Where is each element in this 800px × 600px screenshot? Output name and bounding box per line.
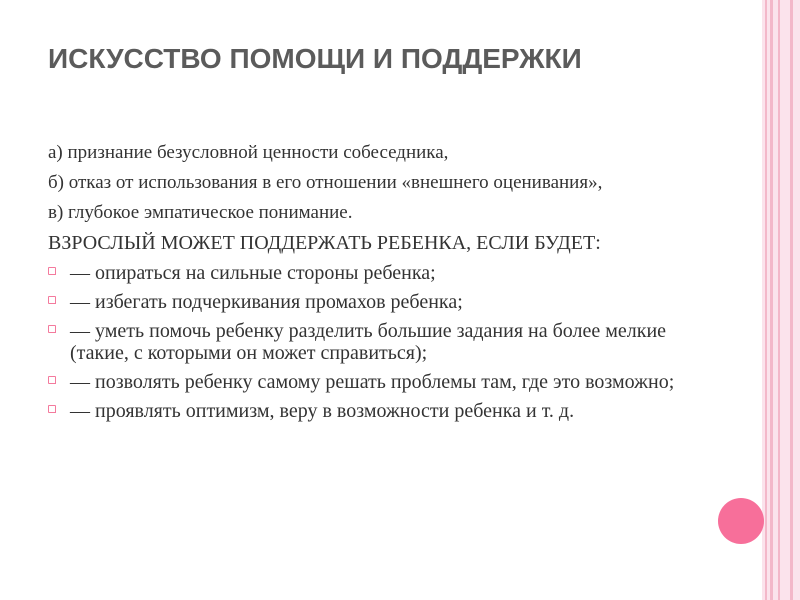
paragraph-c: в) глубокое эмпатическое понимание. xyxy=(48,202,353,223)
square-bullet-icon xyxy=(48,325,56,333)
decorative-stripe xyxy=(765,0,767,600)
decorative-circle-icon xyxy=(718,498,764,544)
list-item xyxy=(48,262,698,284)
list-item-text: — избегать подчеркивания промахов ребенка; xyxy=(70,291,463,313)
decorative-stripe xyxy=(778,0,780,600)
square-bullet-icon xyxy=(48,267,56,275)
list-item xyxy=(48,291,698,313)
paragraph-a: а) признание безусловной ценности собеседника, xyxy=(48,142,449,163)
list-item-text: — опираться на сильные стороны ребенка; xyxy=(70,262,436,284)
decorative-stripe xyxy=(770,0,773,600)
list-item-text: — проявлять оптимизм, веру в возможности ребенка и т. д. xyxy=(70,400,575,422)
list-item xyxy=(48,400,698,422)
list-item-text: — позволять ребенку самому решать проблемы там, где это возможно; xyxy=(70,371,675,393)
paragraph-b: б) отказ от использования в его отношении «внешнего оценивания», xyxy=(48,172,603,193)
list-item xyxy=(48,371,698,393)
list-item xyxy=(48,320,698,364)
square-bullet-icon xyxy=(48,296,56,304)
decorative-band xyxy=(762,0,800,600)
slide-title: ИСКУССТВО ПОМОЩИ И ПОДДЕРЖКИ xyxy=(48,43,582,74)
square-bullet-icon xyxy=(48,405,56,413)
subheading: ВЗРОСЛЫЙ МОЖЕТ ПОДДЕРЖАТЬ РЕБЕНКА, ЕСЛИ БУДЕТ: xyxy=(48,232,601,254)
list-item-text: — уметь помочь ребенку разделить большие задания на более мелкие (такие, с которыми он может справиться); xyxy=(70,320,667,364)
decorative-stripe xyxy=(790,0,793,600)
square-bullet-icon xyxy=(48,376,56,384)
bullet-list xyxy=(48,262,698,422)
slide-content xyxy=(48,142,698,429)
